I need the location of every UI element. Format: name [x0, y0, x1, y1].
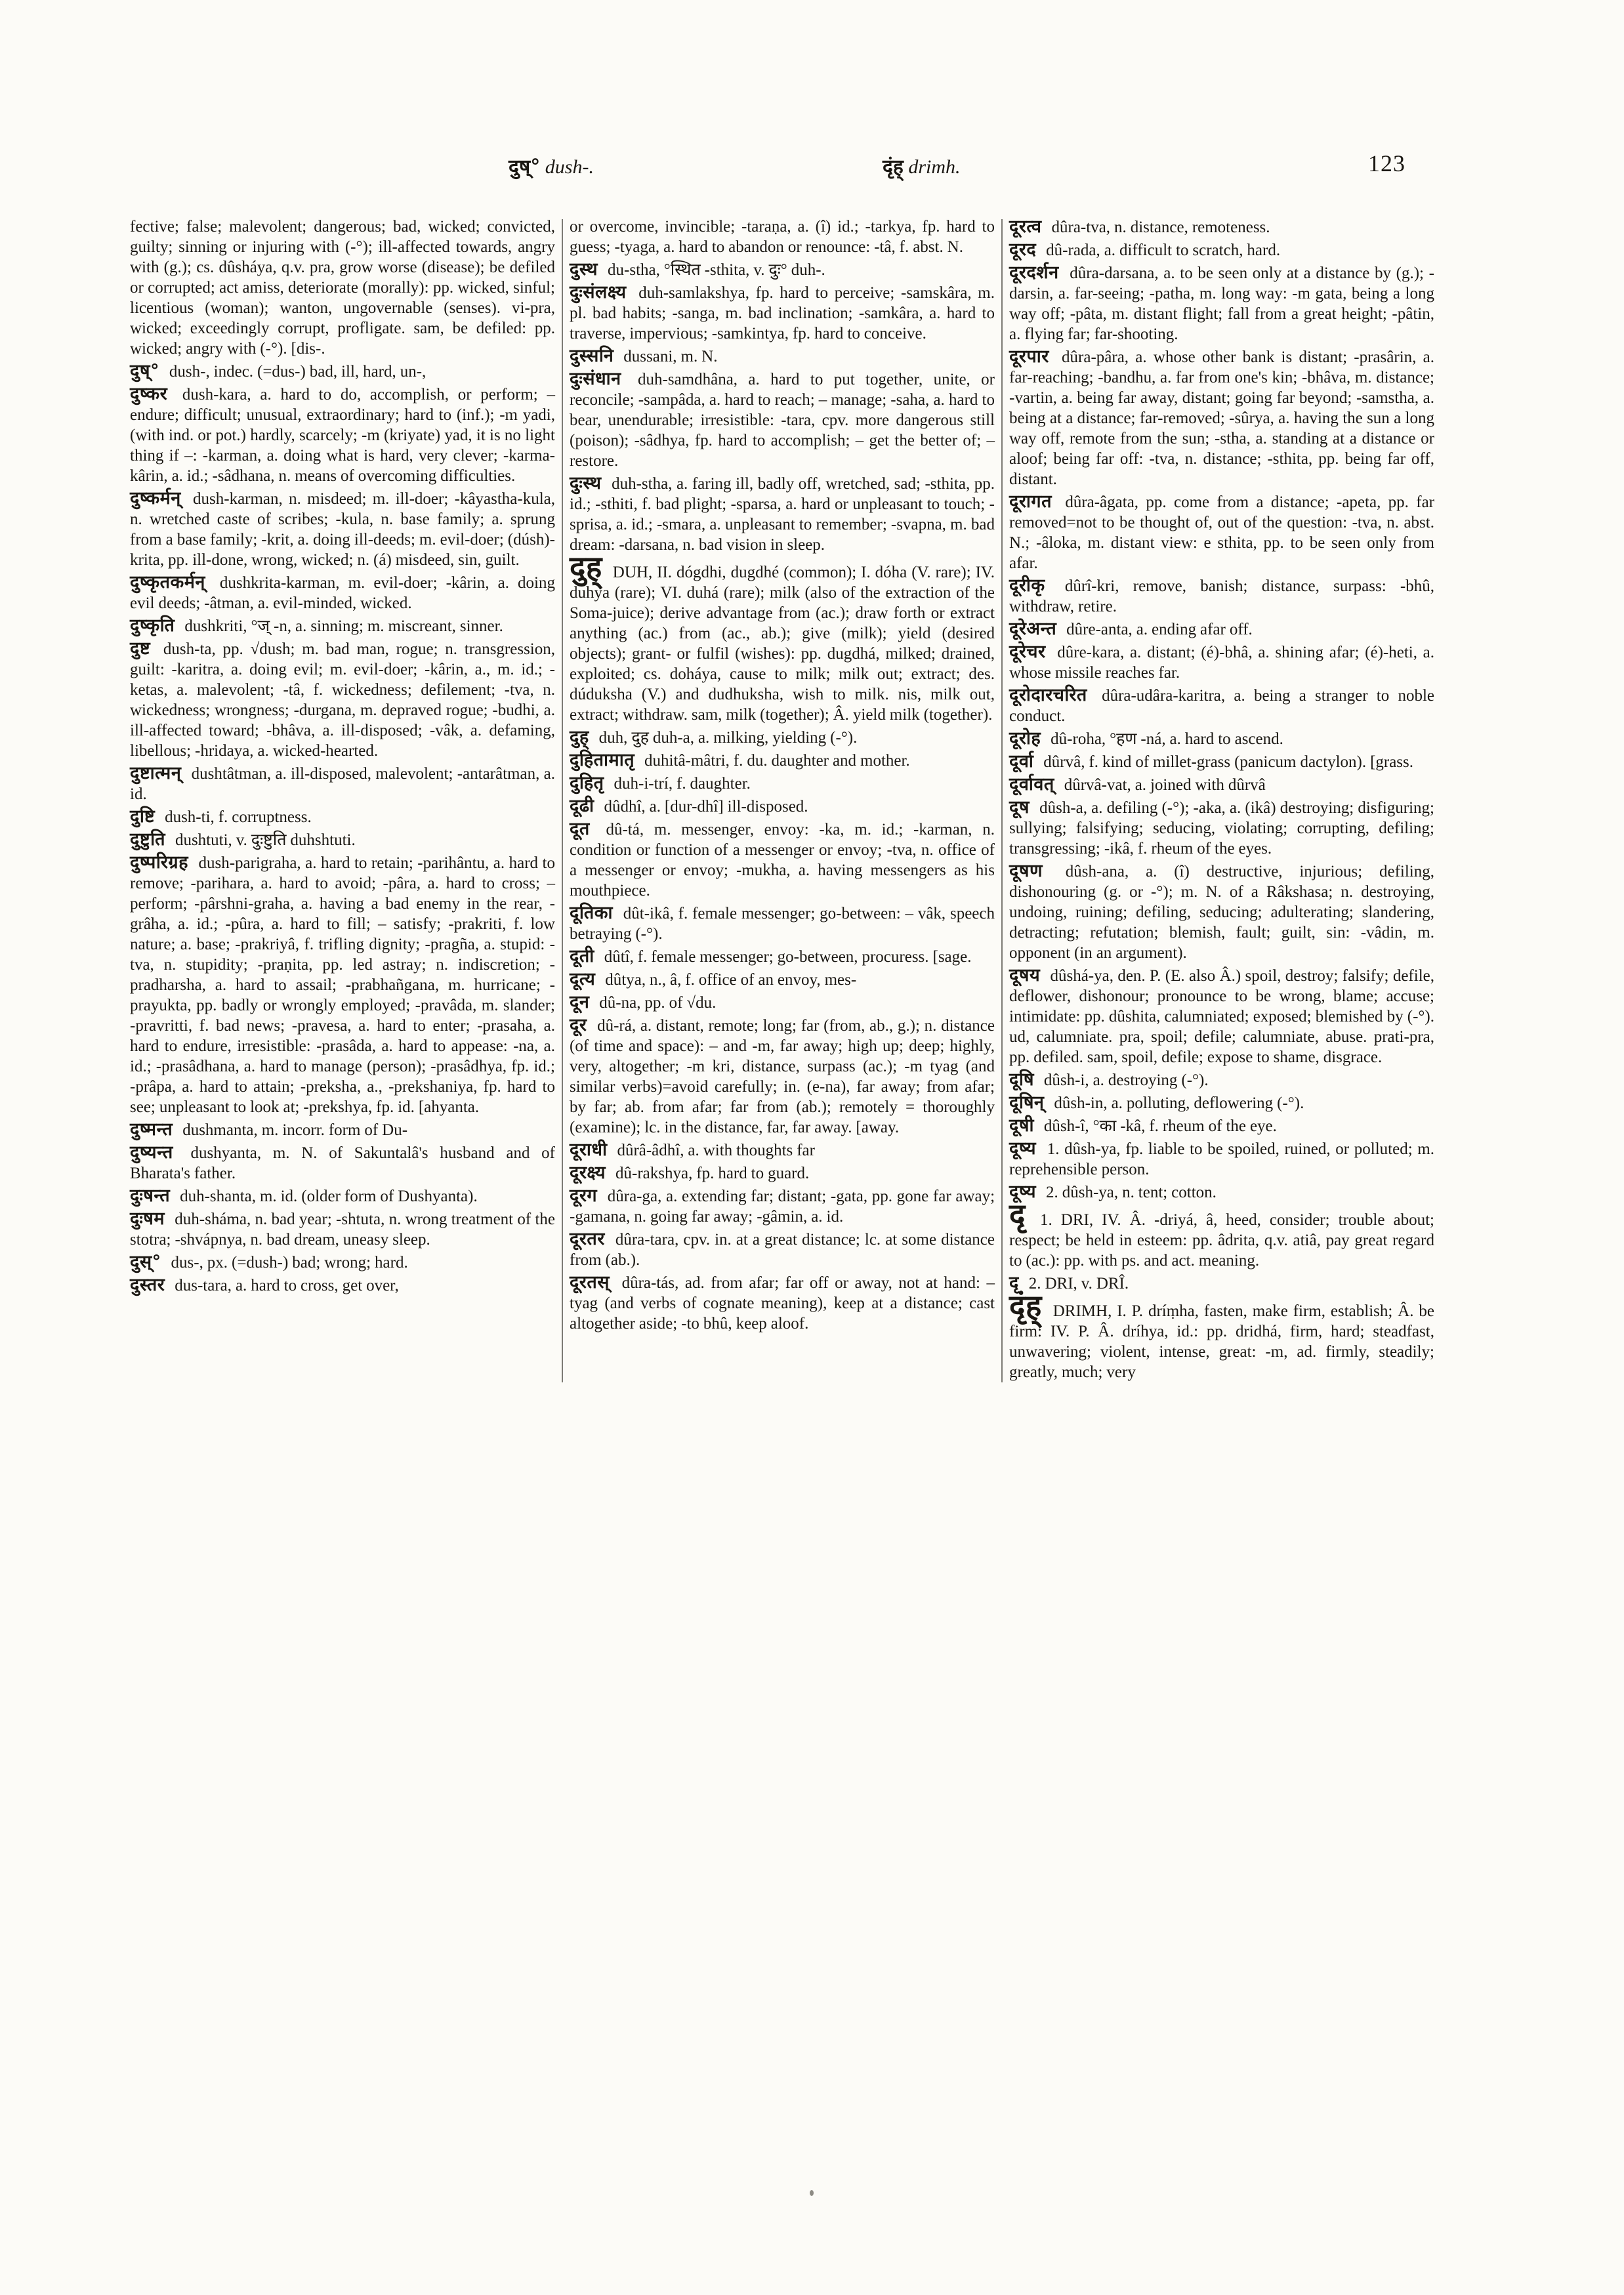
entry-definition-text: dushtuti, v. दुःष्टुति duhshtuti. — [175, 831, 356, 849]
entry-headword-devanagari: दुष्मन्त — [130, 1119, 173, 1140]
column-3 — [1009, 217, 1434, 1382]
entry-headword-devanagari: दुष्परिग्रह — [130, 852, 188, 873]
entry-definition-text: dûra-âgata, pp. come from a distance; -apeta, pp. far removed=not to be thought of, out of the question: -tva, n. abst. N.; -âloka, m. distant view: e sthita, pp. to be seen only from afar. — [1009, 493, 1434, 572]
entry-definition-text: dûra-tara, cpv. in. at a great distance; lc. at some distance from (ab.). — [570, 1231, 995, 1269]
entry-headword-devanagari: दूषिन् — [1009, 1092, 1045, 1113]
entry-headword-devanagari: दूष — [1009, 797, 1030, 817]
running-head-left-devanagari: दुष्° — [509, 155, 541, 178]
entry-definition-text: fective; false; malevolent; dangerous; bad, wicked; convicted, guilty; sinning or injuring with (-°); ill-affected towards, angry with (g.); cs. dûsháya, q.v. pra, grow worse (disease); be defiled or corrupted; act amiss, deteriorate (morally): pp. wicked, sinful; licentious (woman); wanton, ungovernable (senses). vi-pra, wicked; exceedingly corrupt, profligate. sam, be defiled: pp. wicked; angry with (-°). [dis-. — [130, 218, 555, 358]
entry-headword-devanagari: दुःसंलक्ष्य — [570, 282, 627, 302]
running-head — [0, 152, 1624, 181]
entry-definition-text: dushmanta, m. incorr. form of Du- — [182, 1121, 408, 1139]
running-head-left — [509, 152, 594, 179]
entry-definition-text: DRIMH, I. P. dríṃha, fasten, make firm, establish; Â. be firm: IV. P. Â. dríhya, id.: pp. dridhá, firm, hard; steadfast, unwavering; violent, intense, great: -m, ad. firmly, steadily; greatly, much; very — [1009, 1302, 1434, 1381]
entry-definition-text: dûra-ga, a. extending far; distant; -gata, pp. gone far away; -gamana, n. going far away; -gâmin, a. id. — [570, 1188, 995, 1226]
entry-definition-text: 2. DRI, v. DRÎ. — [1028, 1275, 1129, 1292]
entry-headword-devanagari: दूरीकृ — [1009, 575, 1045, 596]
entry-definition-text: duh, दुह duh-a, a. milking, yielding (-°). — [598, 729, 858, 747]
entry-headword-devanagari: दुष्कृतकर्मन् — [130, 572, 205, 592]
dictionary-entry — [130, 361, 555, 382]
dictionary-entry — [570, 1015, 995, 1138]
entry-definition-text: dûra-tás, ad. from afar; far off or away, not at hand: – tyag (and verbs of cognate meaning), keep at a distance; cast altogether aside; -to bhû, keep aloof. — [570, 1274, 995, 1333]
dictionary-entry — [1009, 965, 1434, 1067]
entry-headword-devanagari: दूरोह — [1009, 728, 1041, 749]
entry-definition-text: dûtî, f. female messenger; go-between, procuress. [sage. — [604, 948, 972, 966]
entry-definition-text: dûre-kara, a. distant; (é)-bhâ, a. shining afar; (é)-heti, a. whose missile reaches far. — [1009, 644, 1434, 682]
entry-headword-devanagari: दुःस्थ — [570, 473, 602, 493]
dictionary-entry — [130, 1275, 555, 1296]
entry-headword-devanagari: दुष्कर — [130, 384, 168, 404]
dictionary-entry — [1009, 1138, 1434, 1180]
entry-definition-text: duh-sháma, n. bad year; -shtuta, n. wrong treatment of the stotra; -shvápnya, n. bad dream, uneasy sleep. — [130, 1210, 555, 1249]
dictionary-entry — [570, 369, 995, 471]
entry-definition-text: dûdhî, a. [dur-dhî] ill-disposed. — [604, 798, 808, 816]
entry-definition-text: dush-, indec. (=dus-) bad, ill, hard, un-, — [169, 363, 427, 381]
entry-headword-devanagari: दुहितृ — [570, 773, 604, 793]
entry-headword-devanagari: दृ — [1009, 1273, 1019, 1293]
entry-definition-text: 1. dûsh-ya, fp. liable to be spoiled, ruined, or polluted; m. reprehensible person. — [1009, 1140, 1434, 1178]
entry-definition-text: dûra-darsana, a. to be seen only at a distance by (g.); -darsin, a. far-seeing; -patha, m. long way: -m gata, being a long way off; -pâta, m. distant flight; fall from a great height; -pâtin, a. flying far; far-shooting. — [1009, 264, 1435, 343]
running-head-center-transliteration: drimh. — [908, 156, 961, 178]
entry-definition-text: dû-rada, a. difficult to scratch, hard. — [1046, 241, 1281, 259]
entry-headword-devanagari: दूरागत — [1009, 491, 1052, 512]
entry-headword-devanagari: दूरद — [1009, 239, 1037, 260]
columns — [130, 217, 1449, 1382]
dictionary-entry — [570, 750, 995, 771]
dictionary-entry — [1009, 797, 1434, 859]
entry-definition-text: dus-tara, a. hard to cross, get over, — [175, 1277, 399, 1294]
dictionary-entry — [1009, 619, 1434, 640]
dictionary-entry — [570, 1163, 995, 1184]
entry-definition-text: dû-na, pp. of √du. — [599, 994, 717, 1012]
column-1 — [130, 217, 555, 1382]
dictionary-entry — [570, 217, 995, 257]
running-head-center-devanagari: दृंह् — [883, 155, 904, 178]
entry-definition-text: DUH, II. dógdhi, dugdhé (common); I. dóha (V. rare); IV. duhya (rare); VI. duhá (rare); milk (also of the extraction of the Soma-juice); derive advantage from (ac.); draw forth or extract anything (ac.) from (ac., ab.); give (milk); yield (desired objects); grant- or fulfil (wishes): pp. dugdhá, milked; drained, exploited; cs. doháya, cause to milk; milk out; extract; des. dúduksha (V.) and dudhuksha, wish to milk. nis, milk out, extract; withdraw. sam, milk (together); Â. yield milk (together). — [570, 564, 995, 724]
dictionary-entry — [570, 346, 995, 367]
dictionary-entry — [130, 488, 555, 570]
dictionary-entry — [1009, 346, 1434, 489]
entry-headword-devanagari: दूरत्व — [1009, 217, 1042, 237]
dictionary-entry — [570, 903, 995, 944]
entry-headword-devanagari: दुष्टुति — [130, 829, 165, 850]
dictionary-entry — [1009, 1115, 1434, 1136]
entry-headword-devanagari: दूषी — [1009, 1115, 1034, 1136]
dictionary-entry — [130, 1209, 555, 1250]
entry-headword-devanagari: दृंह् — [1009, 1288, 1042, 1323]
dictionary-entry — [1009, 1273, 1434, 1294]
entry-headword-devanagari: दूढी — [570, 796, 594, 816]
entry-definition-text: dût-ikâ, f. female messenger; go-between: – vâk, speech betraying (-°). — [570, 905, 995, 943]
entry-definition-text: dûtya, n., â, f. office of an envoy, mes- — [605, 971, 857, 989]
entry-definition-text: duh-shanta, m. id. (older form of Dushyanta). — [180, 1188, 478, 1205]
dictionary-entry — [1009, 262, 1434, 344]
entry-headword-devanagari: दुह् — [570, 549, 602, 585]
entry-headword-devanagari: दूर्वा — [1009, 751, 1034, 772]
entry-headword-devanagari: दृ — [1009, 1197, 1026, 1232]
dictionary-entry — [1009, 1069, 1434, 1090]
entry-definition-text: dush-kara, a. hard to do, accomplish, or perform; – endure; difficult; unusual, extraordinary; hard to (inf.); -m yadi, (with ind. or pot.) hardly, scarcely; -m (kriyate) yad, it is no light thing if –: -karman, a. doing what is hard, very clever; -karma-kârin, a. id.; -sâdhana, n. means of overcoming difficulties. — [130, 386, 555, 485]
column-rule — [1001, 219, 1003, 1382]
entry-definition-text: dushkriti, °ज् -n, a. sinning; m. miscreant, sinner. — [184, 617, 503, 635]
entry-definition-text: dussani, m. N. — [623, 348, 718, 365]
entry-headword-devanagari: दुस्तर — [130, 1275, 165, 1295]
entry-definition-text: dûrâ-âdhî, a. with thoughts far — [617, 1142, 815, 1159]
dictionary-entry — [570, 992, 995, 1013]
entry-headword-devanagari: दूर — [570, 1015, 587, 1035]
entry-definition-text: dûra-udâra-karitra, a. being a stranger to noble conduct. — [1009, 687, 1435, 725]
entry-definition-text: duhitâ-mâtri, f. du. daughter and mother. — [644, 752, 910, 770]
entry-definition-text: 2. dûsh-ya, n. tent; cotton. — [1046, 1184, 1217, 1201]
running-head-left-transliteration: dush-. — [545, 156, 594, 178]
dictionary-entry — [570, 1140, 995, 1161]
dictionary-entry — [130, 615, 555, 636]
dictionary-entry — [570, 969, 995, 990]
dictionary-entry — [1009, 491, 1434, 573]
page-number: 123 — [1368, 150, 1405, 176]
entry-definition-text: dush-parigraha, a. hard to retain; -parihântu, a. hard to remove; -parihara, a. hard to avoid; -pâra, a. hard to cross; – perform; -pârshni-graha, a. having a bad enemy in the rear, -grâha, a. id.; -pûra, a. hard to fill; – satisfy; -prakriti, f. low nature; a. base; -prakriyâ, f. trifling dignity; -pragña, a. stupid: -tva, n. stupidity; -praṇita, pp. led astray; n. indiscretion; -pradharsha, a. hard to assail; -prabhañgana, m. hurricane; -prayukta, pp. badly or wrongly employed; -pravâda, m. slander; -pravritti, f. bad news; -pravesa, a. hard to enter; -prasaha, a. hard to endure, irresistible: -prasâda, a. hard to appease: -na, a. id.; -prasâdhana, a. hard to manage (person); -prasâdhya, fp. id.; -prâpa, a. hard to attain; -preksha, a., -prekshaniya, fp. hard to see; unpleasant to look at; -prekshya, fp. id. [ahyanta. — [130, 854, 555, 1116]
dictionary-entry — [1009, 575, 1434, 617]
dictionary-entry — [1009, 751, 1434, 772]
entry-headword-devanagari: दुष्° — [130, 361, 159, 381]
dictionary-entry — [130, 638, 555, 761]
entry-headword-devanagari: दूष्य — [1009, 1138, 1037, 1159]
entry-definition-text: dûsh-i, a. destroying (-°). — [1043, 1071, 1209, 1089]
entry-definition-text: 1. DRI, IV. Â. -driyá, â, heed, consider; trouble about; respect; be held in esteem: pp. âdrita, q.v. atiâ, pay great regard to (ac.): pp. with ps. and act. meaning. — [1009, 1211, 1434, 1270]
entry-headword-devanagari: दूषि — [1009, 1069, 1034, 1090]
entry-headword-devanagari: दुस्° — [130, 1252, 161, 1272]
dictionary-entry — [1009, 1197, 1434, 1271]
entry-headword-devanagari: दुहितामातृ — [570, 750, 635, 770]
column-rule — [562, 219, 563, 1382]
entry-definition-text: dûrî-kri, remove, banish; distance, surpass: -bhû, withdraw, retire. — [1009, 577, 1434, 615]
entry-headword-devanagari: दूर्वावत् — [1009, 774, 1054, 795]
entry-headword-devanagari: दुष्टात्मन् — [130, 763, 182, 783]
dictionary-entry — [1009, 861, 1434, 963]
entry-definition-text: duh-samlakshya, fp. hard to perceive; -samskâra, m. pl. bad habits; -sanga, m. bad inclination; -samkâra, a. hard to traverse, impervious; -samkintya, fp. hard to conceive. — [570, 284, 995, 342]
entry-headword-devanagari: दूराधी — [570, 1140, 608, 1160]
entry-definition-text: dûrvâ, f. kind of millet-grass (panicum dactylon). [grass. — [1043, 753, 1414, 771]
entry-definition-text: dûshá-ya, den. P. (E. also Â.) spoil, destroy; falsify; defile, deflower, dishonour; pronounce to be wrong, blame; accuse; intimidate: pp. dûshita, calumniated; exposed; blemished by (-°). ud, calumniate. pra, spoil; defile; calumniate, abuse. prati-pra, pp. defiled. sam, spoil, defile; expose to shame, disgrace. — [1009, 967, 1434, 1066]
entry-definition-text: dû-rakshya, fp. hard to guard. — [615, 1165, 810, 1182]
entry-headword-devanagari: दूत — [570, 819, 590, 839]
dictionary-entry — [570, 1186, 995, 1227]
entry-headword-devanagari: दुह् — [570, 727, 589, 747]
entry-headword-devanagari: दुःसंधान — [570, 369, 621, 389]
entry-definition-text: dûre-anta, a. ending afar off. — [1066, 621, 1253, 638]
entry-headword-devanagari: दूरक्ष्य — [570, 1163, 606, 1183]
entry-headword-devanagari: दूरग — [570, 1186, 598, 1206]
dictionary-entry — [130, 829, 555, 850]
dictionary-entry — [130, 217, 555, 359]
entry-headword-devanagari: दुस्थ — [570, 259, 598, 279]
entry-definition-text: dû-roha, °हण -ná, a. hard to ascend. — [1051, 730, 1283, 748]
dictionary-entry — [130, 1252, 555, 1273]
entry-definition-text: dû-rá, a. distant, remote; long; far (from, ab., g.); n. distance (of time and space): – and -m, far away; high up; deep; highly, very, altogether; -m kri, distance, surpass (ac.); -m tyag (and similar verbs)=avoid carefully; in. (e-na), far away; from afar; by far; ab. from afar; far from (ab.); remotely = thoroughly (examine); lc. in the distance, far, far away. [away. — [570, 1017, 995, 1136]
entry-headword-devanagari: दूरतस् — [570, 1272, 610, 1292]
entry-headword-devanagari: दुष्ट — [130, 638, 151, 659]
dictionary-entry — [130, 1186, 555, 1207]
dictionary-entry — [570, 727, 995, 748]
entry-headword-devanagari: दून — [570, 992, 590, 1012]
dictionary-entry — [130, 572, 555, 613]
entry-definition-text: dus-, px. (=dush-) bad; wrong; hard. — [171, 1254, 408, 1272]
dictionary-entry — [570, 259, 995, 280]
column-2 — [570, 217, 995, 1382]
entry-headword-devanagari: दूरेचर — [1009, 642, 1046, 662]
entry-headword-devanagari: दूषण — [1009, 861, 1043, 881]
entry-definition-text: dush-ta, pp. √dush; m. bad man, rogue; n. transgression, guilt: -karitra, a. doing evil; m. evil-doer; -kârin, a., m. id.; -ketas, a. malevolent; -tâ, f. wickedness; defilement; -tva, n. wickedness; wrongness; -durgana, m. depraved rogue; -budhi, a. ill-affected toward; -bhâva, a. ill-disposed; -vâk, a. defaming, libellous; -hridaya, a. wicked-hearted. — [130, 640, 555, 760]
entry-definition-text: dush-ti, f. corruptness. — [165, 808, 312, 826]
dictionary-entry — [1009, 239, 1434, 260]
entry-definition-text: dush-karman, n. misdeed; m. ill-doer; -kâyastha-kula, n. wretched caste of scribes; -kula, n. base family; a. sprung from a base family; -krit, a. doing ill-deeds; m. evil-doer; (dúsh)-krita, pp. ill-done, wrong, wicked; n. (á) misdeed, sin, guilt. — [130, 490, 555, 569]
dictionary-entry — [130, 852, 555, 1117]
entry-headword-devanagari: दुष्कृति — [130, 615, 175, 636]
entry-headword-devanagari: दूरदर्शन — [1009, 262, 1059, 283]
entry-headword-devanagari: दूष्य — [1009, 1182, 1037, 1202]
entry-definition-text: dûsh-in, a. polluting, deflowering (-°). — [1054, 1094, 1304, 1112]
dictionary-entry — [570, 773, 995, 794]
entry-headword-devanagari: दुःषम — [130, 1209, 165, 1229]
entry-definition-text: duh-samdhâna, a. hard to put together, unite, or reconcile; -sampâda, a. hard to reach; – manage; -saha, a. hard to bear, unendurable; irresistible: -tara, cpv. more dangerous still (poison); -sâdhya, fp. hard to accomplish; – get the better of; – restore. — [570, 371, 995, 470]
dictionary-entry — [570, 549, 995, 725]
dictionary-entry — [1009, 728, 1434, 749]
dictionary-entry — [1009, 1182, 1434, 1203]
dictionary-entry — [570, 1229, 995, 1270]
entry-definition-text: dûra-tva, n. distance, remoteness. — [1051, 218, 1270, 236]
dictionary-entry — [1009, 685, 1434, 726]
entry-headword-devanagari: दूत्य — [570, 969, 596, 989]
entry-definition-text: dûrvâ-vat, a. joined with dûrvâ — [1064, 776, 1266, 794]
entry-headword-devanagari: दूरतर — [570, 1229, 605, 1249]
dictionary-entry — [570, 1272, 995, 1334]
entry-definition-text: dûsh-î, °का -kâ, f. rheum of the eye. — [1043, 1117, 1277, 1135]
dictionary-entry — [570, 796, 995, 817]
entry-headword-devanagari: दूषय — [1009, 965, 1041, 985]
entry-definition-text: dûra-pâra, a. whose other bank is distant; -prasârin, a. far-reaching; -bandhu, a. far from one's kin; -bhâva, m. distance; -vartin, a. being far away, distant; going far beyond; -samstha, a. being at a distance; far-removed; -sûrya, a. having the sun a long way off, remote from the sun; -stha, a. standing at a distance or aloof; being far off: -tva, n. distance; -sthita, pp. being far off, distant. — [1009, 348, 1435, 488]
entry-headword-devanagari: दुष्टि — [130, 806, 156, 827]
dictionary-entry — [1009, 217, 1434, 238]
dictionary-entry — [130, 384, 555, 486]
entry-definition-text: dushtâtman, a. ill-disposed, malevolent; -antarâtman, a. id. — [130, 765, 555, 803]
dictionary-entry — [570, 819, 995, 901]
entry-headword-devanagari: दुष्कर्मन् — [130, 488, 181, 508]
entry-definition-text: dushkrita-karman, m. evil-doer; -kârin, a. doing evil deeds; -âtman, a. evil-minded, wicked. — [130, 574, 555, 612]
dictionary-entry — [1009, 1288, 1434, 1382]
dictionary-entry — [130, 1119, 555, 1140]
dictionary-entry — [130, 806, 555, 827]
entry-headword-devanagari: दुष्यन्त — [130, 1142, 173, 1163]
entry-headword-devanagari: दूती — [570, 946, 594, 966]
dictionary-entry — [130, 763, 555, 804]
dictionary-entry — [570, 946, 995, 967]
entry-definition-text: dûsh-ana, a. (î) destructive, injurious; defiling, dishonouring (g. or -°); m. N. of a Râkshasa; n. destroying, undoing, ruining; defiling, seducing; adulterating; slandering, detracting; refutation; blemish, fault; guilt, sin: -vâdin, m. opponent (in an argument). — [1009, 863, 1435, 962]
running-head-center — [883, 152, 961, 179]
entry-definition-text: or overcome, invincible; -taraṇa, a. (î) id.; -tarkya, fp. hard to guess; -tyaga, a. hard to abandon or renounce: -tâ, f. abst. N. — [570, 218, 995, 256]
entry-definition-text: duh-i-trí, f. daughter. — [614, 775, 751, 793]
entry-definition-text: dûsh-a, a. defiling (-°); -aka, a. (ikâ) destroying; disfiguring; sullying; falsifying; seducing, violating; corrupting, defiling; transgressing; -ikâ, f. rheum of the eyes. — [1009, 799, 1435, 858]
entry-definition-text: dushyanta, m. N. of Sakuntalâ's husband and of Bharata's father. — [130, 1144, 555, 1182]
entry-headword-devanagari: दुःषन्त — [130, 1186, 171, 1206]
entry-definition-text: du-stha, °स्थित -sthita, v. दुः° duh-. — [608, 261, 825, 279]
dictionary-entry — [130, 1142, 555, 1184]
dictionary-entry — [570, 282, 995, 344]
dictionary-entry — [1009, 774, 1434, 795]
dictionary-entry — [1009, 1092, 1434, 1113]
entry-headword-devanagari: दूतिका — [570, 903, 613, 923]
entry-definition-text: duh-stha, a. faring ill, badly off, wretched, sad; -sthita, pp. id.; -sthiti, f. bad plight; -sparsa, a. hard or unpleasant to touch; -sprisa, a. id.; -smara, a. unpleasant to remember; -svapna, m. bad dream: -darsana, n. bad vision in sleep. — [570, 475, 995, 554]
printer-mark — [810, 2190, 814, 2196]
entry-headword-devanagari: दुस्सनि — [570, 346, 614, 366]
entry-definition-text: dû-tá, m. messenger, envoy: -ka, m. id.; -karman, n. condition or function of a messenger or envoy; -tva, n. office of a messenger or envoy; -mukha, a. having messengers as his mouthpiece. — [570, 821, 995, 899]
entry-headword-devanagari: दूरपार — [1009, 346, 1049, 367]
entry-headword-devanagari: दूरोदारचरित — [1009, 685, 1087, 705]
dictionary-entry — [570, 473, 995, 555]
entry-headword-devanagari: दूरेअन्त — [1009, 619, 1057, 639]
dictionary-entry — [1009, 642, 1434, 683]
